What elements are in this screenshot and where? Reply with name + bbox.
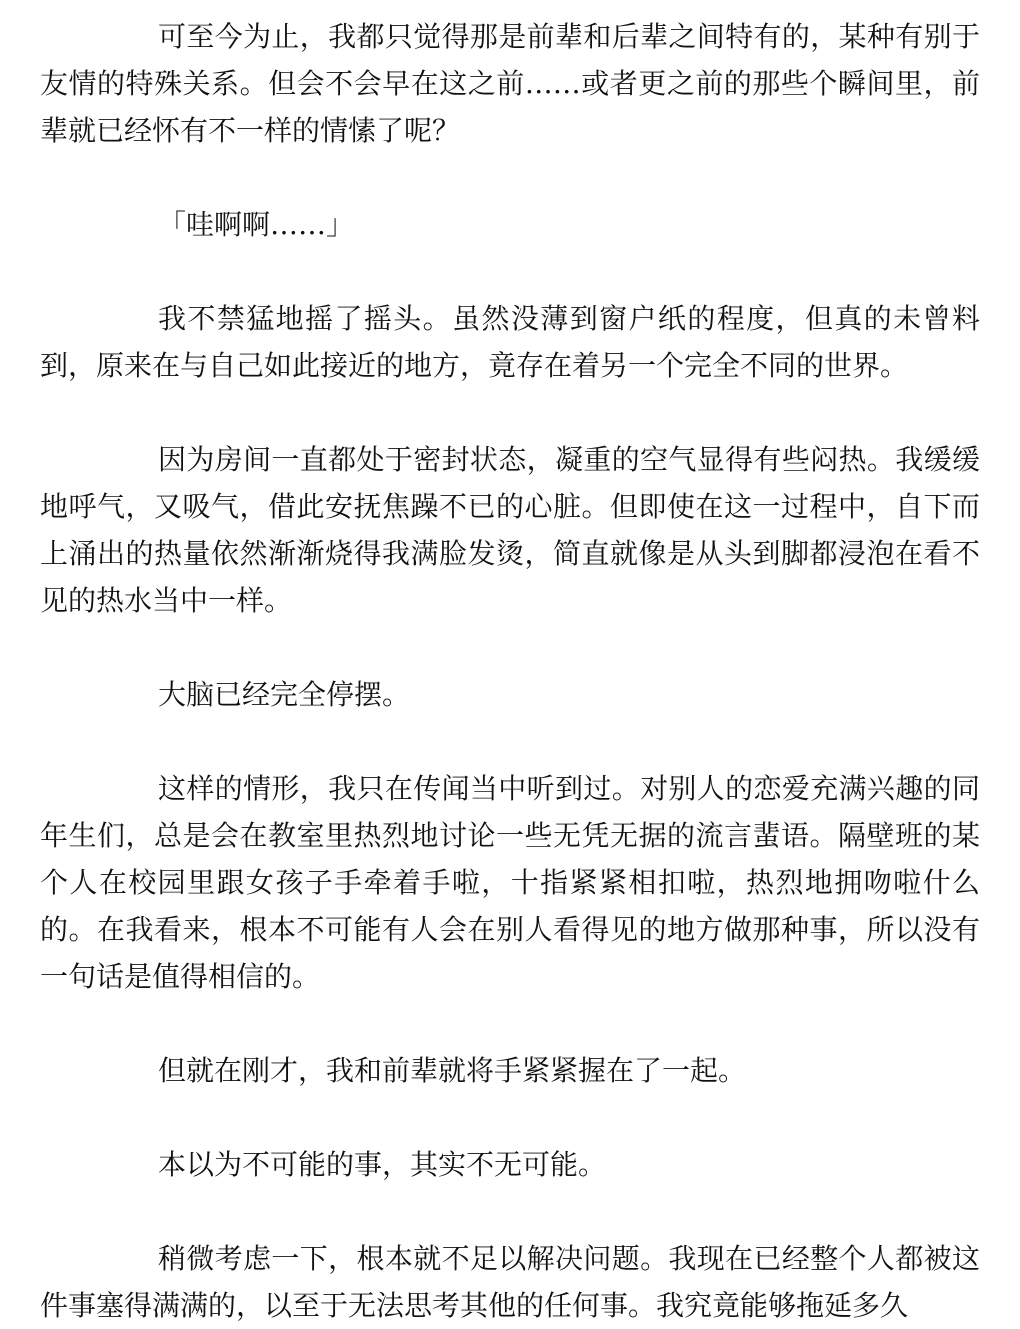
document-page	[40, 13, 980, 1329]
paragraph-7: 但就在刚才，我和前辈就将手紧紧握在了一起。	[158, 1054, 747, 1087]
paragraph-5: 大脑已经完全停摆。	[158, 678, 411, 711]
paragraph-1: 可至今为止，我都只觉得那是前辈和后辈之间特有的，某种有别于友情的特殊关系。但会不会早在这之前……或者更之前的那些个瞬间里，前辈就已经怀有不一样的情愫了呢？	[40, 20, 980, 147]
paragraph-3: 我不禁猛地摇了摇头。虽然没薄到窗户纸的程度，但真的未曾料到，原来在与自己如此接近的地方，竟存在着另一个完全不同的世界。	[40, 302, 980, 382]
paragraph-2-dialogue: 「哇啊啊……」	[158, 208, 355, 241]
paragraph-6: 这样的情形，我只在传闻当中听到过。对别人的恋爱充满兴趣的同年生们，总是会在教室里热烈地讨论一些无凭无据的流言蜚语。隔壁班的某个人在校园里跟女孩子手牵着手啦，十指紧紧相扣啦，热烈地拥吻啦什么的。在我看来，根本不可能有人会在别人看得见的地方做那种事，所以没有一句话是值得相信的。	[40, 772, 980, 993]
paragraph-9: 稍微考虑一下，根本就不足以解决问题。我现在已经整个人都被这件事塞得满满的，以至于无法思考其他的任何事。我究竟能够拖延多久	[40, 1242, 980, 1322]
paragraph-8: 本以为不可能的事，其实不无可能。	[158, 1148, 607, 1181]
paragraph-4: 因为房间一直都处于密封状态，凝重的空气显得有些闷热。我缓缓地呼气，又吸气，借此安抚焦躁不已的心脏。但即使在这一过程中，自下而上涌出的热量依然渐渐烧得我满脸发烫，简直就像是从头到脚都浸泡在看不见的热水当中一样。	[40, 443, 980, 617]
